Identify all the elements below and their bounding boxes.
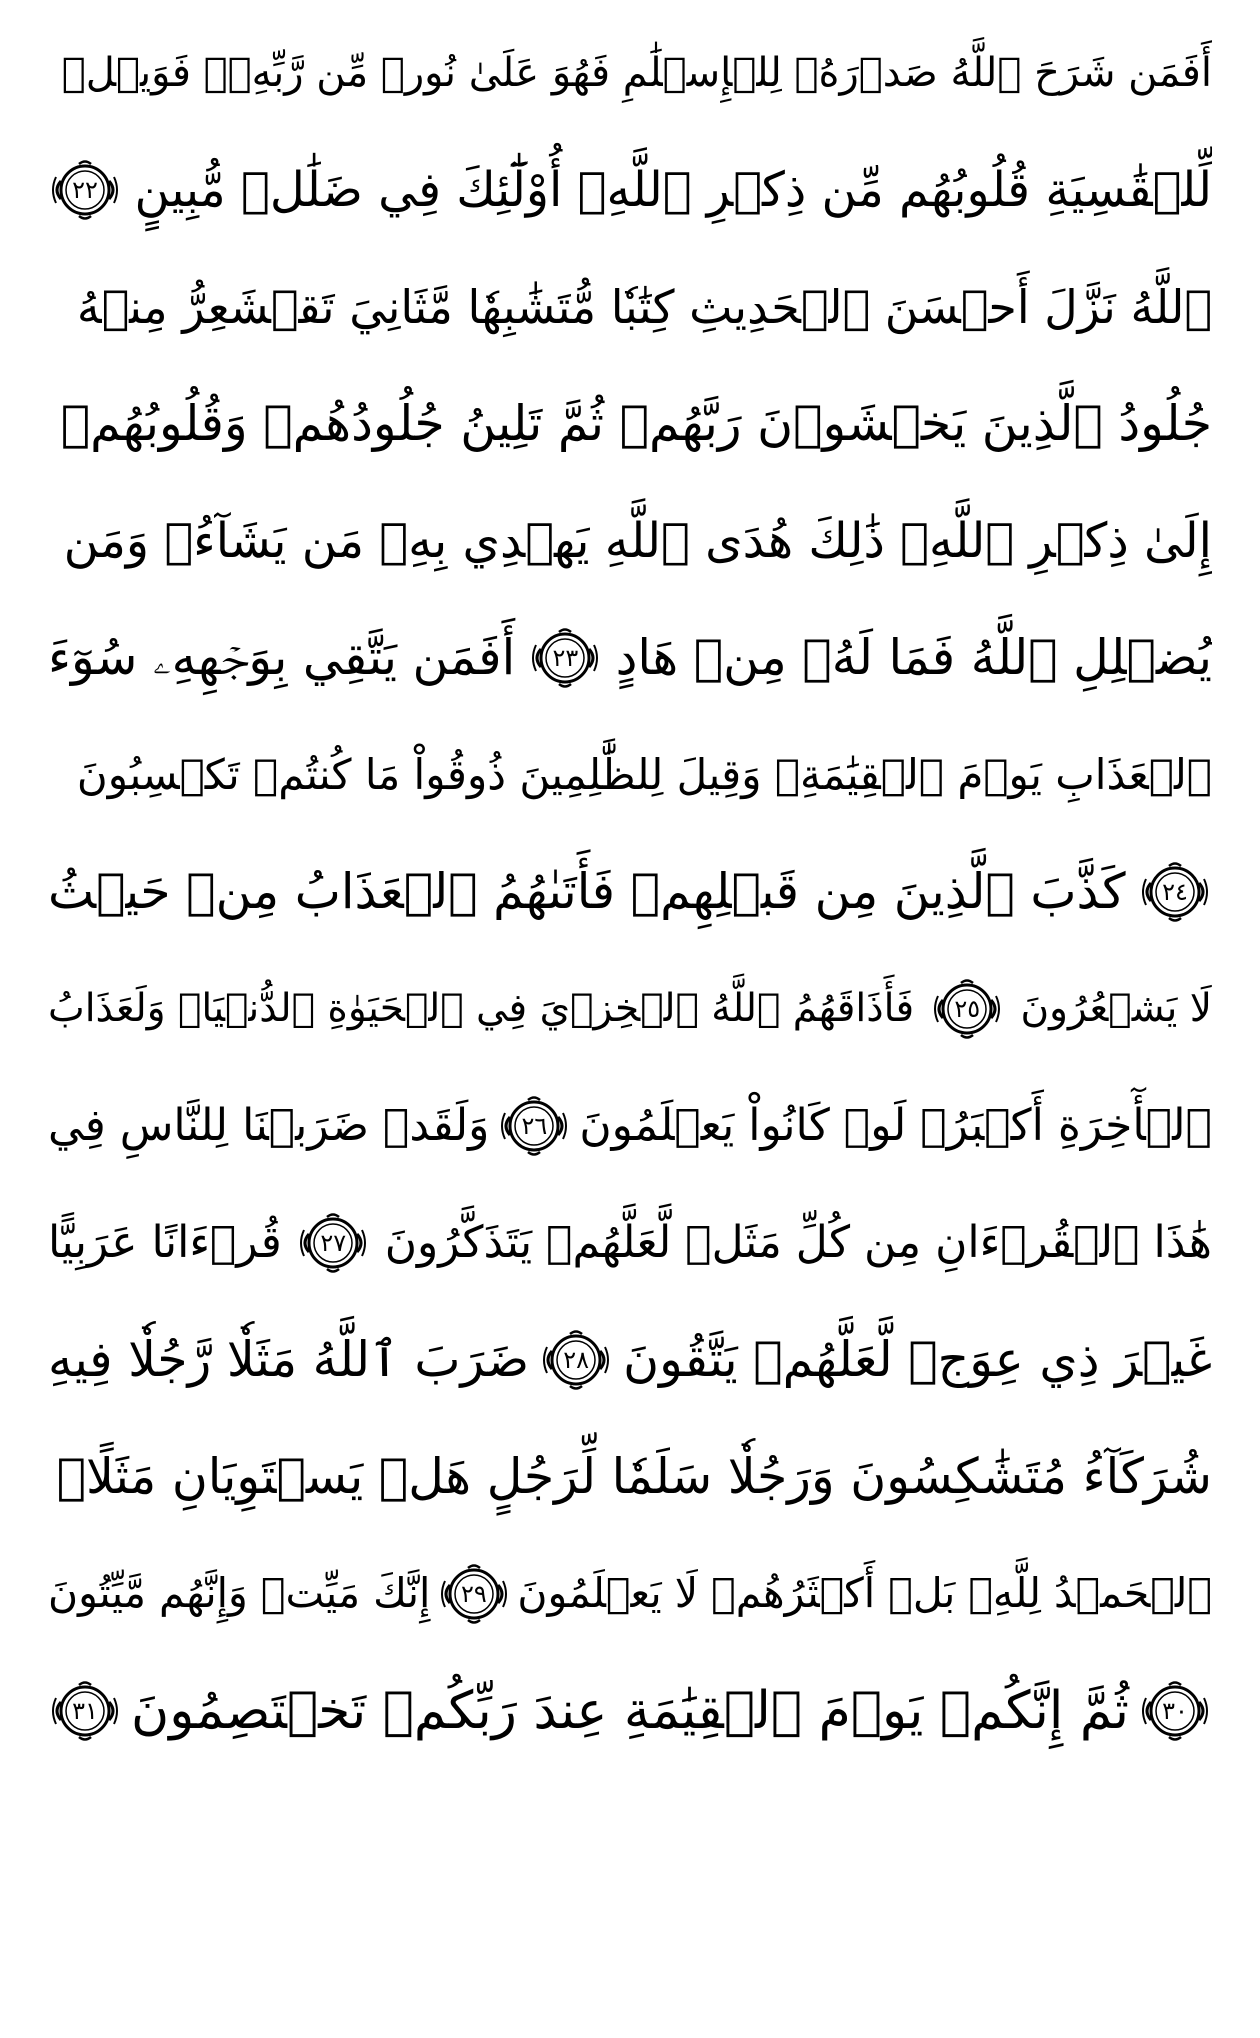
ayah-number: ٢٢ [72,175,98,204]
verse-text: أَفَمَن شَرَحَ ٱللَّهُ صَدۡرَهُۥ لِلۡإِسۡلَٰمِ فَهُوَ عَلَىٰ نُورٖ مِّن رَّبِّهِۦۚ فَوَيۡلٞ [61,49,1212,96]
verse-text: هَٰذَا ٱلۡقُرۡءَانِ مِن كُلِّ مَثَلٖ لَّعَلَّهُمۡ يَتَذَكَّرُونَ [384,1216,1212,1268]
verse-text: إِلَىٰ ذِكۡرِ ٱللَّهِۚ ذَٰلِكَ هُدَى ٱللَّهِ يَهۡدِي بِهِۦ مَن يَشَآءُۚ وَمَن [63,512,1212,569]
ayah-marker [539,1327,613,1393]
verse-text: ٱلۡعَذَابِ يَوۡمَ ٱلۡقِيَٰمَةِۚ وَقِيلَ لِلظَّٰلِمِينَ ذُوقُواْ مَا كُنتُمۡ تَكۡسِبُونَ [76,749,1212,799]
text-line [48,950,1212,1067]
text-line [48,599,1212,716]
ayah-number: ٣١ [72,1696,98,1725]
ayah-marker [497,1093,571,1159]
ayah-marker [48,157,122,223]
ayah-number: ٣٠ [1162,1696,1188,1725]
ayah-marker [528,625,602,691]
verse-text: ٱلۡحَمۡدُ لِلَّهِۚ بَلۡ أَكۡثَرُهُمۡ لَا يَعۡلَمُونَ [517,1569,1212,1617]
ayah-number: ٢٥ [954,994,981,1023]
text-line [48,1652,1212,1769]
ayah-number: ٢٨ [563,1345,590,1374]
text-line [48,14,1212,131]
text-line [48,248,1212,365]
verse-text: غَيۡرَ ذِي عِوَجٖ لَّعَلَّهُمۡ يَتَّقُونَ [623,1331,1212,1388]
ayah-number: ٢٤ [1162,877,1188,906]
verse-text: وَلَقَدۡ ضَرَبۡنَا لِلنَّاسِ فِي [48,1099,490,1151]
text-line [48,1535,1212,1652]
verse-text: جُلُودُ ٱلَّذِينَ يَخۡشَوۡنَ رَبَّهُمۡ ثُمَّ تَلِينُ جُلُودُهُمۡ وَقُلُوبُهُمۡ [60,395,1212,452]
ayah-marker [296,1210,370,1276]
verse-text: ثُمَّ إِنَّكُمۡ يَوۡمَ ٱلۡقِيَٰمَةِ عِندَ رَبِّكُمۡ تَخۡتَصِمُونَ [131,1680,1129,1741]
ayah-number: ٢٩ [461,1579,487,1608]
verse-text: ضَرَبَ ٱللَّهُ مَثَلٗا رَّجُلٗا فِيهِ [48,1331,530,1388]
ayah-marker [437,1561,511,1627]
ayah-number: ٢٦ [521,1111,548,1140]
text-line [48,1184,1212,1301]
verse-text: فَأَذَاقَهُمُ ٱللَّهُ ٱلۡخِزۡيَ فِي ٱلۡحَيَوٰةِ ٱلدُّنۡيَاۖ وَلَعَذَابُ [48,986,915,1031]
ayah-marker [48,1678,122,1744]
text-line [48,482,1212,599]
verse-text: شُرَكَآءُ مُتَشَٰكِسُونَ وَرَجُلٗا سَلَمٗا لِّرَجُلٍ هَلۡ يَسۡتَوِيَانِ مَثَلًاۚ [56,1448,1212,1505]
text-line [48,1067,1212,1184]
ayah-marker [1138,1678,1212,1744]
verse-text: إِنَّكَ مَيِّتٞ وَإِنَّهُم مَّيِّتُونَ [48,1569,431,1617]
text-line [48,716,1212,833]
text-line [48,1418,1212,1535]
verse-text: ٱللَّهُ نَزَّلَ أَحۡسَنَ ٱلۡحَدِيثِ كِتَٰبٗا مُّتَشَٰبِهٗا مَّثَانِيَ تَقۡشَعِرُّ مِنۡهُ [76,279,1212,334]
text-line [48,1886,1212,2003]
verse-text: ٱلۡأٓخِرَةِ أَكۡبَرُۚ لَوۡ كَانُواْ يَعۡلَمُونَ [579,1099,1212,1151]
ayah-number: ٢٧ [320,1228,347,1257]
ayah-number: ٢٣ [552,643,579,672]
text-line [48,365,1212,482]
verse-text: كَذَّبَ ٱلَّذِينَ مِن قَبۡلِهِمۡ فَأَتَىٰهُمُ ٱلۡعَذَابُ مِنۡ حَيۡثُ [48,863,1126,920]
ayah-marker [1138,859,1212,925]
verse-text: يُضۡلِلِ ٱللَّهُ فَمَا لَهُۥ مِنۡ هَادٍ [615,629,1212,686]
text-line [48,1769,1212,1886]
verse-text: لَا يَشۡعُرُونَ [1020,986,1212,1031]
text-line [48,833,1212,950]
verse-text: قُرۡءَانًا عَرَبِيًّا [48,1216,282,1268]
ayah-marker [930,976,1004,1042]
text-line [48,1301,1212,1418]
verse-text: أَفَمَن يَتَّقِي بِوَجۡهِهِۦ سُوٓءَ [48,629,516,686]
verse-text: لِّلۡقَٰسِيَةِ قُلُوبُهُم مِّن ذِكۡرِ ٱللَّهِۚ أُوْلَٰٓئِكَ فِي ضَلَٰلٖ مُّبِينٍ [134,161,1212,218]
text-line [48,131,1212,248]
